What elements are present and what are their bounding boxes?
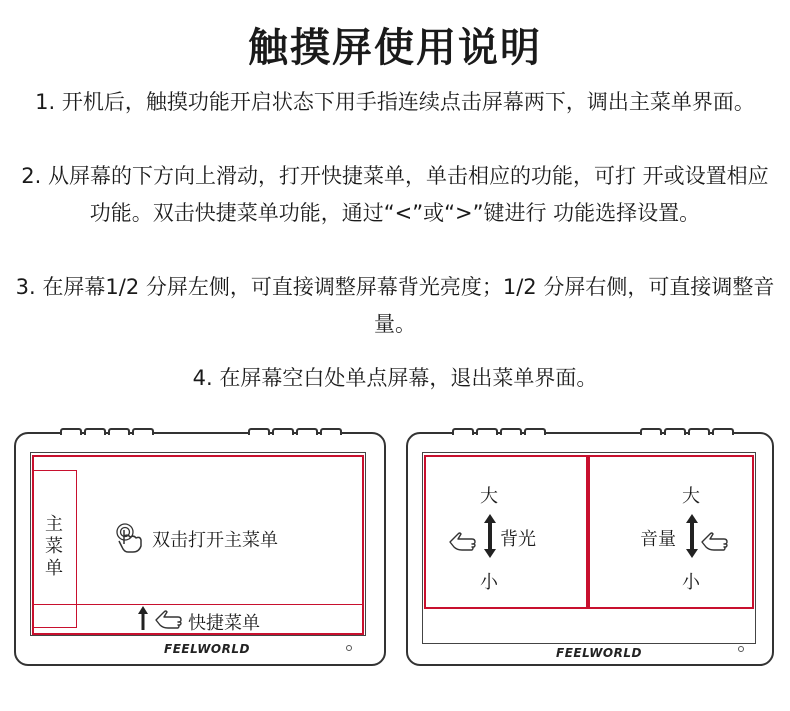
brand-logo: FEELWORLD: [164, 642, 250, 656]
button-bump: [712, 428, 734, 435]
button-bump: [452, 428, 474, 435]
button-bump: [664, 428, 686, 435]
quick-menu-label: 快捷菜单: [188, 613, 260, 634]
button-bump: [524, 428, 546, 435]
button-bump: [296, 428, 318, 435]
swipe-up-arrow-icon: [136, 605, 150, 631]
vertical-double-arrow-icon: [484, 514, 496, 558]
monitor-diagram-split-screen: [406, 432, 774, 666]
button-bump: [476, 428, 498, 435]
double-tap-hand-icon: [114, 522, 148, 556]
vertical-double-arrow-icon: [686, 514, 698, 558]
instruction-1: 1. 开机后，触摸功能开启状态下用手指连续点击屏幕两下，调出主菜单界面。: [35, 90, 755, 114]
pointing-hand-icon: [448, 528, 482, 554]
power-indicator: [346, 645, 352, 651]
main-menu-label: 主菜单: [45, 514, 63, 579]
backlight-increase-label: 大: [480, 486, 498, 507]
volume-decrease-label: 小: [682, 572, 700, 593]
button-bump: [640, 428, 662, 435]
button-bump: [248, 428, 270, 435]
volume-label: 音量: [640, 529, 676, 550]
volume-increase-label: 大: [682, 486, 700, 507]
button-bump: [108, 428, 130, 435]
pointing-hand-icon: [154, 606, 186, 632]
page-title: 触摸屏使用说明: [248, 25, 542, 71]
double-tap-label: 双击打开主菜单: [152, 530, 278, 551]
brand-logo: FEELWORLD: [556, 646, 642, 660]
monitor-diagram-main-menu: [14, 432, 386, 666]
button-bump: [272, 428, 294, 435]
quick-menu-divider: [33, 604, 363, 605]
button-bump: [320, 428, 342, 435]
instruction-2: 2. 从屏幕的下方向上滑动，打开快捷菜单，单击相应的功能，可打 开或设置相应功能。双击快捷菜单功能，通过“<”或“>”键进行 功能选择设置。: [21, 164, 769, 225]
power-indicator: [738, 646, 744, 652]
button-bump: [500, 428, 522, 435]
backlight-label: 背光: [500, 529, 536, 550]
instruction-3: 3. 在屏幕1/2 分屏左侧，可直接调整屏幕背光亮度；1/2 分屏右侧，可直接调整音量。: [15, 275, 775, 336]
button-bump: [688, 428, 710, 435]
backlight-decrease-label: 小: [480, 572, 498, 593]
instruction-4: 4. 在屏幕空白处单点屏幕，退出菜单界面。: [192, 366, 598, 390]
pointing-hand-icon: [700, 528, 734, 554]
button-bump: [84, 428, 106, 435]
button-bump: [132, 428, 154, 435]
button-bump: [60, 428, 82, 435]
